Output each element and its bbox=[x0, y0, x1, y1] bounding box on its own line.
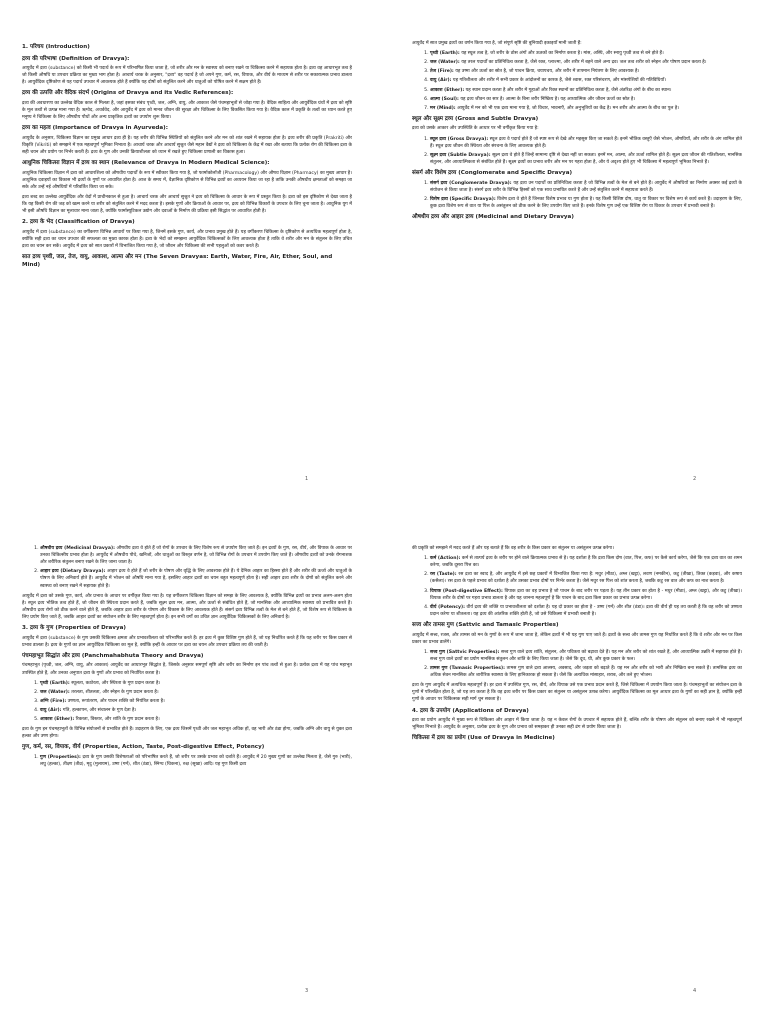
list-item-term: कर्म (Action): bbox=[430, 556, 461, 562]
section-heading: पंचमहाभूत सिद्धांत और द्रव्य (Panchmahabhuta Theory and Dravya) bbox=[22, 652, 204, 659]
list-item-term: जल (Water): bbox=[430, 60, 460, 66]
list-item-term: जल (Water): bbox=[40, 689, 70, 695]
list-item-text: तरलता, शीतलता, और स्नेहन के गुण प्रदान करता है। bbox=[71, 689, 159, 695]
list-item-text: विपाक द्रव्य का वह प्रभाव है जो पाचन के बाद शरीर पर पड़ता है। यह तीन प्रकार का होता है - मधुर (मीठा), अम्ल (खट्टा), और कटु (तीखा)। विपाक शरीर के दोषों पर गहरा प्रभाव डालता है और यह जानना महत्वपूर्ण है कि पाचन के बाद द्रव्य किस प्रकार का प्रभाव उत्पन्न करेगा। bbox=[430, 588, 742, 601]
paragraph: द्रव्य को उसके आकार और उपस्थिति के आधार पर भी वर्गीकृत किया गया है: bbox=[412, 126, 539, 132]
list-item bbox=[430, 196, 742, 210]
list-item-term: सत्त्व गुण (Sattvic Properties): bbox=[430, 649, 500, 655]
list-item-text: उष्णता, रूपांतरण, और पाचन शक्ति को नियंत्रित करता है। bbox=[67, 698, 165, 704]
section-heading: स्थूल और सूक्ष्म द्रव्य (Gross and Subtle Dravya) bbox=[412, 115, 539, 122]
section-heading: 4. द्रव्य के उपयोग (Applications of Dravya) bbox=[412, 707, 529, 714]
list-item-term: मन (Mind): bbox=[430, 105, 456, 111]
section-heading: द्रव्य की परिभाषा (Definition of Dravya): bbox=[22, 55, 130, 62]
list-item-term: संसर्ग द्रव्य (Conglomerate Dravya): bbox=[430, 180, 512, 186]
list-item-text: कर्म से तात्पर्य द्रव्य के शरीर पर होने वाले क्रियात्मक प्रभाव से है। यह दर्शाता है कि द्रव्य किस दोष (वात, पित्त, कफ) पर कैसे कार्य करेगा, जैसे कि एक द्रव्य वात का शमन करेगा, जबकि दूसरा पित्त का। bbox=[430, 556, 742, 569]
paragraph: आयुर्वेद में सत्त्व, रजस, और तामस को मन के गुणों के रूप में जाना जाता है, लेकिन द्रव्यों में भी यह गुण पाए जाते हैं। द्रव्यों के सत्त्व और तामस गुण यह निर्धारित करते हैं कि वे शरीर और मन पर किस प्रकार का प्रभाव डालेंगे। bbox=[412, 632, 742, 645]
list-item-term: वीर्य (Potency): bbox=[430, 604, 465, 610]
paragraph: आयुर्वेद के अनुसार, चिकित्सा विज्ञान का प्रमुख आधार द्रव्य ही है। यह शरीर की विभिन्न स्थितियों को संतुलित करने और मन को शांत रखने में सहायक होता है। द्रव्य शरीर की प्रकृति (Prakriti) और विकृति (Vikriti) को समझने में एक महत्वपूर्ण भूमिका निभाता है। आचार्य चरक और आचार्य सुश्रुत जैसे महान वैद्यों ने द्रव्य को चिकित्सा के केंद्र में रखा और बताया कि प्रत्येक रोग की चिकित्सा द्रव्य के सही चयन और प्रयोग पर निर्भर करती है। द्रव्य के गुण और उनकी क्रियाशीलता को ध्यान में रखते हुए चिकित्सा प्रणाली का विकास हुआ। bbox=[22, 135, 352, 156]
list-item-text: यह द्रव्य जीवन का सार है। आत्मा के बिना शरीर निष्क्रिय है। यह आध्यात्मिक और जीवन ऊर्जा का स्रोत है। bbox=[460, 96, 636, 102]
paragraph: आयुर्वेद में द्रव्य (substance) के गुण उसकी चिकित्सा क्षमता और प्रभावशीलता को परिभाषित करते हैं। हर द्रव्य में कुछ विशिष्ट गुण होते हैं, जो यह निर्धारित करते हैं कि यह शरीर पर किस प्रकार से प्रभाव डालता है। द्रव्य के गुणों का ज्ञान आयुर्वेदिक चिकित्सा का मूल है, क्योंकि इन्हीं के आधार पर द्रव्य का चयन और उपचार प्रक्रिया तय की जाती है। bbox=[22, 635, 352, 648]
section-heading: सात द्रव्य पृथ्वी, जल, तेज, वायु, आकाश, आत्मा और मन (The Seven Dravyas: Earth, Water, Fire, Air, Ether, Soul, and Mind) bbox=[22, 254, 333, 268]
list-item bbox=[430, 649, 742, 663]
list-item-term: पृथ्वी (Earth): bbox=[430, 51, 460, 57]
section-heading: द्रव्य की उत्पत्ति और वैदिक संदर्भ (Origins of Dravya and its Vedic References): bbox=[22, 90, 234, 97]
list-item-text: यह उष्मा और ऊर्जा का स्रोत है, जो पाचन क्रिया, चयापचय, और शरीर में तापमान नियंत्रण के लिए आवश्यक है। bbox=[455, 69, 640, 75]
list-item-text: स्थूल द्रव्य वे पदार्थ होते हैं जो स्पष्ट रूप से देखे और महसूस किए जा सकते हैं। इनमें भौतिक वस्तुएँ जैसे भोजन, औषधियाँ, और शरीर के अंग शामिल होते हैं। स्थूल द्रव्य जीवन की स्थिरता और संरचना के लिए आवश्यक होते हैं। bbox=[430, 136, 742, 149]
list-item-text: यह द्रव्य उन पदार्थों का प्रतिनिधित्व करता है जो विभिन्न तत्वों के मेल से बने होते हैं। आयुर्वेद में औषधियों का निर्माण अक्सर कई द्रव्यों के संयोजन से किया जाता है। संसर्ग द्रव्य शरीर के विभिन्न हिस्सों को एक साथ प्रभावित करते हैं और उन्हें संतुलित करने में सहायता करते हैं। bbox=[430, 180, 742, 193]
page-number: 3 bbox=[305, 988, 309, 994]
list-item bbox=[430, 50, 742, 57]
list-item-term: वायु (Air): bbox=[430, 78, 452, 84]
list-item-term: पृथ्वी (Earth): bbox=[40, 680, 70, 686]
list-item-term: गुण (Properties): bbox=[40, 754, 81, 760]
page-number: 4 bbox=[693, 988, 697, 994]
list-item-term: रस (Taste): bbox=[430, 572, 457, 578]
list-item-term: स्थूल द्रव्य (Gross Dravya): bbox=[430, 136, 489, 142]
list-item-text: सत्त्व गुण वाले द्रव्य शांति, संतुलन, और पवित्रता को बढ़ावा देते हैं। यह मन और शरीर को शांत रखते हैं, और आध्यात्मिक उन्नति में सहायक होते हैं। सत्त्व गुण वाले द्रव्यों का प्रयोग मानसिक संतुलन और शांति के लिए किया जाता है। जैसे कि दूध, घी, और कुछ प्रकार के फल। bbox=[430, 649, 742, 662]
list-item-text: रस द्रव्य का स्वाद है, और आयुर्वेद में इसे छह प्रकारों में विभाजित किया गया है: मधुर (मीठा), अम्ल (खट्टा), लवण (नमकीन), कटु (तीखा), तिक्त (कड़वा), और कषाय (कसैला)। रस द्रव्य के पहले प्रभाव को दर्शाता है और उसका प्रभाव दोषों पर निर्भर करता है। जैसे मधुर रस पित्त को शांत करता है, जबकि कटु रस वात और कफ का नाश करता है। bbox=[430, 572, 742, 585]
list-item-text: तामस गुण वाले द्रव्य आलस्य, अवसाद, और जड़ता को बढ़ाते हैं। यह मन और शरीर को भारी और निष्क्रिय बना सकते हैं। तामसिक द्रव्य का अधिक सेवन मानसिक और शारीरिक स्वास्थ्य के लिए हानिकारक हो सकता है। जैसे कि अत्यधिक मांसाहार, शराब, और तले हुए भोजन। bbox=[430, 665, 742, 679]
list-item bbox=[430, 96, 742, 103]
section-heading: 2. द्रव्य के भेद (Classification of Dravya) bbox=[22, 219, 135, 226]
list-item-text: स्थूलता, कठोरता, और स्थिरता के गुण प्रदान करता है। bbox=[71, 680, 161, 686]
list-item-term: आकाश (Ether): bbox=[430, 87, 465, 93]
list-item bbox=[430, 571, 742, 585]
list-item bbox=[430, 152, 742, 166]
paragraph: पंचमहाभूत (पृथ्वी, जल, अग्नि, वायु, और आकाश) आयुर्वेद का आधारभूत सिद्धांत है, जिसके अनुसार समपूर्ण सृष्टि और शरीर का निर्माण इन पांच तत्वों से हुआ है। प्रत्येक द्रव्य में यह पांच महाभूत उपस्थित होते हैं, और उनका अनुपात द्रव्य के गुणों और प्रभाव को निर्धारित करता है। bbox=[22, 663, 352, 676]
numbered-list bbox=[412, 50, 742, 112]
list-item-term: सूक्ष्म द्रव्य (Subtle Dravya): bbox=[430, 152, 491, 158]
section-heading: द्रव्य का महत्व (Importance of Dravya in Ayurveda): bbox=[22, 125, 168, 132]
numbered-list bbox=[412, 136, 742, 166]
page-2 bbox=[412, 40, 742, 522]
section-heading: चिकित्सा में द्रव्य का प्रयोग (Use of Dravya in Medicine) bbox=[412, 735, 555, 742]
list-item-text: विशेष द्रव्य वे होते हैं जिनका विशेष प्रभाव या गुण होता है। यह किसी विशिष्ट दोष, धातु या विकार पर विशेष रूप से कार्य करते हैं। उदाहरण के लिए, कुछ द्रव्य विशेष रूप से वात या पित्त के असंतुलन को ठीक करने के लिए उपयोग किए जाते हैं। इनके विशेष गुण उन्हें एक विशिष्ट रोग या विकार के उपचार में प्रभावी बनाते हैं। bbox=[430, 196, 742, 209]
page-number: 1 bbox=[305, 476, 309, 482]
paragraph: द्रव्य शब्द का उल्लेख आयुर्वेदिक और वेदों में प्राचीनकाल से हुआ है। आचार्य चरक और आचार्य सुश्रुत ने द्रव्य को चिकित्सा के आधार के रूप में प्रस्तुत किया है। द्रव्य को इस दृष्टिकोण से देखा जाता है कि यह किसी रोग की जड़ को खत्म करने या शरीर को संतुलित करने में मदद करता है। इसके गुणों और क्रियाओं के आधार पर, द्रव्य को विभिन्न विकारों के उपचार के लिए चुना जाता है। आधुनिक युग में भी इसी औषधि विज्ञान का मूलाधार माना जाता है, क्योंकि फार्मास्यूटिकल उद्योग और दवाओं के निर्माण की प्रक्रिया इसी सिद्धांत पर आधारित होती है। bbox=[22, 195, 352, 215]
section-heading: सत्त्व और तामस गुण (Sattvic and Tamasic Properties) bbox=[412, 621, 559, 628]
list-item-term: औषधीय द्रव्य (Medicinal Dravya): bbox=[40, 546, 115, 551]
paragraph: आयुर्वेद में द्रव्य (substance) का वर्गीकरण विभिन्न आधारों पर किया गया है, जिनमें इसके गुण, कार्य, और प्रभाव प्रमुख होते हैं। यह वर्गीकरण चिकित्सा के दृष्टिकोण से अत्यधिक महत्वपूर्ण होता है, क्योंकि सही द्रव्य का चयन उपचार की सफलता का मुख्य कारक होता है। द्रव्य के भेदों को समझना आयुर्वेदिक चिकित्सकों के लिए आवश्यक होता है ताकि वे शरीर और मन के संतुलन के लिए उचित द्रव्य का चयन कर सकें। आयुर्वेद में द्रव्य को सात प्रकारों में विभाजित किया गया है, जो जीवन और चिकित्सा की सभी पहलुओं को कवर करते हैं। bbox=[22, 229, 352, 250]
list-item bbox=[40, 754, 352, 768]
section-heading: आधुनिक चिकित्सा विज्ञान में द्रव्य का स्थान (Relevance of Dravya in Modern Medical Science): bbox=[22, 160, 270, 167]
list-item bbox=[40, 716, 352, 723]
list-item-text: सूक्ष्म द्रव्य वे होते हैं जिन्हें सामान्य दृष्टि से देखा नहीं जा सकता। इनमें मन, आत्मा, और ऊर्जा शामिल होते हैं। सूक्ष्म द्रव्य जीवन की गतिशीलता, मानसिक संतुलन, और आध्यात्मिकता से संबंधित होते हैं। सूक्ष्म द्रव्यों का प्रभाव शरीर और मन पर गहरा होता है, और ये अदृश्य होते हुए भी चिकित्सा में महत्वपूर्ण भूमिका निभाते हैं। bbox=[430, 152, 742, 165]
page-3 bbox=[22, 545, 352, 1027]
numbered-list bbox=[22, 680, 352, 724]
numbered-list bbox=[412, 555, 742, 618]
paragraph: द्रव्य के गुण इन पंचमहाभूतों के विभिन्न संयोजनों से प्रभावित होते हैं। उदाहरण के लिए, एक द्रव्य जिसमें पृथ्वी और जल महाभूत अधिक हों, वह भारी और ठंडा होगा, जबकि अग्नि और वायु से युक्त द्रव्य हल्का और उष्ण होगा। bbox=[22, 727, 352, 740]
list-item-term: अग्नि (Fire): bbox=[40, 698, 67, 704]
list-item-text: गति, हल्कापन, और संचालन के गुण देता है। bbox=[62, 707, 137, 713]
section-heading: 3. द्रव्य के गुण (Properties of Dravya) bbox=[22, 625, 126, 632]
list-item-text: यह स्थान प्रदान करता है और शरीर में गुहाओं और रिक्त स्थानों का प्रतिनिधित्व करता है, जैसे अंतरिक्ष अंगों के बीच का स्थान। bbox=[465, 87, 672, 93]
list-item-text: आयुर्वेद में मन को भी एक द्रव्य माना गया है, जो विचार, भावनाएँ, और अनुभूतियों का केंद्र है। मन शरीर और आत्मा के बीच का पुल है। bbox=[457, 105, 680, 111]
list-item bbox=[40, 689, 352, 696]
list-item-text: आहार द्रव्य वे होते हैं जो शरीर के पोषण और वृद्धि के लिए आवश्यक होते हैं। ये दैनिक आहार का हिस्सा होते हैं और शरीर की ऊर्जा और धातुओं के पोषण के लिए अनिवार्य होते हैं। आयुर्वेद में भोजन को औषधि माना गया है, इसलिए आहार द्रव्यों का चयन बहुत महत्वपूर्ण होता है। सही आहार द्रव्य शरीर के दोषों को संतुलित करने और स्वास्थ्य को बनाए रखने में सहायक होते हैं। bbox=[40, 569, 352, 589]
list-item-text: औषधीय द्रव्य वे होते हैं जो रोगों के उपचार के लिए विशेष रूप से उपयोग किए जाते हैं। इन द्रव्यों के गुण, रस, वीर्य, और विपाक के आधार पर उनका चिकित्सीय प्रभाव होता है। आयुर्वेद में औषधीय पौधे, खनिजों, और धातुओं का विस्तृत वर्णन है, जो विभिन्न रोगों के उपचार में उपयोग किए जाते हैं। औषधीय द्रव्यों को उनके रोगनाशक और शरीरिक संतुलन बनाए रखने के लिए जाना जाता है। bbox=[40, 546, 352, 566]
list-item-text: द्रव्य के गुण उसकी विशेषताओं को परिभाषित करते हैं, जो शरीर पर उसके प्रभाव को दर्शाते हैं। आयुर्वेद में 20 मुख्य गुणों का उल्लेख मिलता है, जैसे गुरु (भारी), लघु (हल्का), तीक्ष्ण (तीव्र), मृदु (मुलायम), उष्ण (गर्म), शीत (ठंडा), स्निग्ध (चिकना), रुक्ष (सूखा) आदि। यह गुण किसी द्रव्य bbox=[40, 754, 352, 768]
list-item-term: आकाश (Ether): bbox=[40, 717, 75, 723]
list-item bbox=[430, 604, 742, 618]
section-heading: 1. परिचय (Introduction) bbox=[22, 44, 90, 50]
section-heading: गुण, कर्म, रस, विपाक, वीर्य (Properties, Action, Taste, Post-digestive Effect, Potency) bbox=[22, 744, 265, 751]
numbered-list bbox=[22, 545, 352, 590]
list-item-term: वायु (Air): bbox=[40, 707, 62, 713]
section-heading: संसर्ग और विशेष द्रव्य (Conglomerate and Specific Dravya) bbox=[412, 169, 573, 176]
paragraph: द्रव्य के गुण आयुर्वेद में अत्यधिक महत्वपूर्ण हैं। हर द्रव्य में उपस्थित गुण, रस, वीर्य, और विपाक उसे एक प्रभाव प्रदान करते हैं, जिसे चिकित्सा में उपयोग किया जाता है। पंचमहाभूतों का संयोजन द्रव्य के गुणों में परिलक्षित होता है, जो यह तय करता है कि वह द्रव्य शरीर पर किस प्रकार का संतुलन या असंतुलन उत्पन्न करेगा। आयुर्वेदिक चिकित्सा का मूल आधार द्रव्य के गुणों का सही ज्ञान है, क्योंकि इन्हीं गुणों के आधार पर चिकित्सक सही मार्ग चुन सकता है। bbox=[412, 683, 742, 703]
list-item bbox=[430, 77, 742, 84]
section-heading: औषधीय द्रव्य और आहार द्रव्य (Medicinal and Dietary Dravya) bbox=[412, 213, 574, 220]
list-item bbox=[40, 680, 352, 687]
paragraph: द्रव्य का प्रयोग आयुर्वेद में मुख्य रूप से चिकित्सा और आहार में किया जाता है। यह न केवल रोगों के उपचार में सहायक होते हैं, बल्कि शरीर के पोषण और संतुलन को बनाए रखने में भी महत्वपूर्ण भूमिका निभाते हैं। आयुर्वेद के अनुसार, प्रत्येक द्रव्य के गुण और प्रभाव को समझकर ही उनका सही ढंग से प्रयोग किया जाता है। bbox=[412, 718, 742, 731]
paragraph: आयुर्वेद में सात प्रमुख द्रव्यों का वर्णन किया गया है, जो संपूर्ण सृष्टि की बुनियादी इकाइयाँ मानी जाती हैं: bbox=[412, 41, 582, 46]
list-item-term: तेज (Fire): bbox=[430, 69, 454, 75]
list-item-term: विपाक (Post-digestive Effect): bbox=[430, 588, 503, 594]
list-item bbox=[430, 136, 742, 150]
list-item-text: यह स्थूल तत्व है, जो शरीर के ठोस अंगों और ऊतकों का निर्माण करता है। मांस, अस्थि, और स्नायु पृथ्वी तत्व से बने होते हैं। bbox=[461, 51, 664, 57]
paragraph: आधुनिक चिकित्सा विज्ञान में द्रव्य को आधारशिला को औषधीय पदार्थों के रूप में स्वीकार किया गया है, जो फार्माकोलॉजी (Pharmacology) और औषध विज्ञान (Pharmacy) का मुख्य आधार है। आधुनिक दवाइयों का विकास भी द्रव्यों के गुणों पर आधारित होता है। आज के समय में, वैज्ञानिक दृष्टिकोण से विभिन्न द्रव्यों का अध्ययन किया जा रहा है ताकि उनकी औषधीय क्षमताओं को समझा जा सके और उन्हें नई औषधियों में परिवर्तित किया जा सके। bbox=[22, 170, 352, 190]
page-number: 2 bbox=[693, 476, 697, 482]
list-item-text: यह तरल पदार्थों का प्रतिनिधित्व करता है, जैसे रक्त, प्लाज्मा, और शरीर में बहने वाले अन्य द्रव। जल तत्व शरीर को स्नेहन और पोषण प्रदान करता है। bbox=[461, 60, 707, 66]
list-item bbox=[40, 545, 352, 566]
list-item bbox=[40, 707, 352, 714]
list-item-text: वीर्य द्रव्य की शक्ति या प्रभावशीलता को दर्शाता है। यह दो प्रकार का होता है - उष्ण (गर्म) और शीत (ठंडा)। द्रव्य की वीर्य ही यह तय करती है कि वह शरीर को उष्णता प्रदान करेगा या शीतलता। यह द्रव्य की आंतरिक शक्ति होती है, जो उसे चिकित्सा में प्रभावी बनाती है। bbox=[430, 604, 742, 617]
list-item bbox=[40, 568, 352, 589]
paragraph: आयुर्वेद में द्रव्य को उसके गुण, कार्य, और प्रभाव के आधार पर वर्गीकृत किया गया है। यह वर्गीकरण चिकित्सा विज्ञान को समझ के लिए आवश्यक है, क्योंकि विभिन्न द्रव्यों का प्रभाव अलग-अलग होता है। स्थूल द्रव्य भौतिक तत्व होते हैं, जो जीवन की स्थिरता प्रदान करते हैं, जबकि सूक्ष्म द्रव्य मन, आत्मा, और ऊर्जा से संबंधित होते हैं, जो मानसिक और आध्यात्मिक स्वास्थ्य को प्रभावित करते हैं। औषधीय द्रव्य रोगों को ठीक करने वाले होते हैं, जबकि आहार द्रव्य शरीर के पोषण और विकास के लिए आवश्यक होते हैं। संसर्ग द्रव्य विभिन्न तत्वों के मेल से बने होते हैं, जो विशेष रूप से चिकित्सा के लिए प्रयोग किए जाते हैं, जबकि आहार द्रव्यों का संयोजन शरीर के लिए महत्वपूर्ण होता है। इन सभी वर्गों का उचित ज्ञान आयुर्वेदिक चिकित्सकों के लिए अनिवार्य है। bbox=[22, 593, 352, 620]
list-item-term: आत्मा (Soul): bbox=[430, 96, 459, 102]
numbered-list bbox=[22, 754, 352, 768]
paragraph: द्रव्य की अवधारणा का उल्लेख वैदिक काल से मिलता है, जहां इसका संबंध पृथ्वी, जल, अग्नि, वायु, और आकाश जैसे पंचमहाभूतों से जोड़ा गया है। वैदिक साहित्य और आयुर्वेदिक ग्रंथों में द्रव्य को सृष्टि के मूल तत्वों से उत्पन्न माना गया है। ऋग्वेद, अथर्ववेद, और आयुर्वेद में द्रव्य को मानव जीवन की सुरक्षा और चिकित्सा के लिए विकसित किया गया है। वैदिक काल में प्रकृति के तत्वों का ध्यान करते हुए मनुष्य ने चिकित्सा के लिए औषधीय पौधों और अन्य प्राकृतिक द्रव्यों का उपयोग शुरू किया। bbox=[22, 100, 352, 121]
list-item-term: आहार द्रव्य (Dietary Dravya): bbox=[40, 569, 106, 575]
page-1 bbox=[22, 40, 352, 522]
paragraph: आयुर्वेद में द्रव्य (substance) को किसी भी पदार्थ के रूप में परिभाषित किया जाता है, जो शरीर और मन के स्वास्थ्य को बनाए रखने या चिकित्सा करने में सहायक होता है। द्रव्य वह आधारभूत तत्व है जो किसी औषधि या उपचार प्रक्रिया का मुख्य भाग होता है। आचार्य चरक के अनुसार, "द्रव्य" वह पदार्थ है जो अपने गुण, कर्म, रस, विपाक, और वीर्य के माध्यम से शरीर पर सकारात्मक प्रभाव डालता है। आयुर्वेदिक दृष्टिकोण से यह पदार्थ उपचार में आवश्यक होते हैं क्योंकि यह दोषों को संतुलित करने और धातुओं को पोषित करने में सक्षम होते हैं। bbox=[22, 66, 352, 86]
numbered-list bbox=[412, 180, 742, 210]
list-item bbox=[430, 588, 742, 602]
list-item bbox=[430, 665, 742, 679]
list-item bbox=[430, 180, 742, 194]
list-item bbox=[430, 87, 742, 94]
list-item bbox=[430, 68, 742, 75]
list-item bbox=[430, 59, 742, 66]
list-item-term: तामस गुण (Tamasic Properties): bbox=[430, 665, 505, 671]
list-item bbox=[430, 555, 742, 569]
list-item bbox=[430, 105, 742, 112]
list-item-term: विशेष द्रव्य (Specific Dravya): bbox=[430, 196, 496, 202]
paragraph: की प्रकृति को समझने में मदद करते हैं और यह बताते हैं कि वह शरीर के किस प्रकार का संतुलन या असंतुलन उत्पन्न करेगा। bbox=[412, 546, 614, 551]
list-item-text: रिक्तता, विस्तार, और शांति के गुण प्रदान करता है। bbox=[75, 717, 160, 723]
list-item bbox=[40, 698, 352, 705]
page-4 bbox=[412, 545, 742, 1027]
numbered-list bbox=[412, 649, 742, 679]
list-item-text: यह गतिशीलता और शरीर में सभी प्रकार के आंदोलनों का कारक है, जैसे श्वास, रक्त परिसंचरण, और मांसपेशियों की गतिविधियाँ। bbox=[452, 78, 666, 84]
